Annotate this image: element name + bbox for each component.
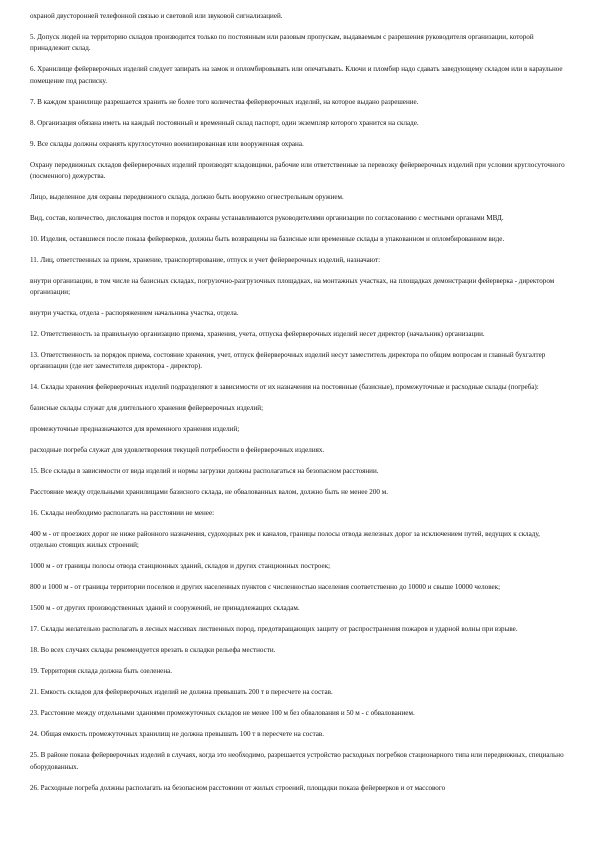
paragraph-distance-1000: 1000 м - от границы полосы отвода станционных зданий, складов и других станционных построек; [30,562,331,571]
paragraph-distance-800-1000: 800 и 1000 м - от границы территории поселков и других населенных пунктов с численностью населения соответственно до 10000 и свыше 10000 человек; [30,583,501,592]
paragraph-item-8: 8. Организация обязана иметь на каждый постоянный и временный склад паспорт, один экземпляр которого хранится на складе. [30,118,419,127]
paragraph-continuation: охраной двусторонней телефонной связью и световой или звуковой сигнализацией. [30,12,283,20]
paragraph-item-16: 16. Склады необходимо располагать на расстоянии не менее: [30,509,215,518]
paragraph-guard-posts: Вид, состав, количество, дислокация постов и порядок охраны устанавливаются руководителями организации по согласованию с местными органами МВД. [30,213,504,222]
paragraph-base-storage: базисные склады служат для длительного хранения фейерверочных изделий; [30,404,264,413]
paragraph-distance-1500: 1500 м - от других производственных зданий и сооружений, не принадлежащих складам. [30,604,300,613]
paragraph-item-5: 5. Допуск людей на территорию складов производится только по постоянным или разовым пропускам, выдаваемым с разрешения руководителя организации, которой принадлежит склад. [30,32,534,53]
paragraph-item-11: 11. Лиц, ответственных за прием, хранение, транспортирование, отпуск и учет фейерверочных изделий, назначают: [30,255,381,264]
paragraph-item-13: 13. Ответственность за порядок приема, состояние хранения, учет, отпуск фейерверочных изделий несут заместитель директора по общим вопросам и главный бухгалтер организации (где нет заместителя директора - директор). [30,350,546,371]
paragraph-armed-guard: Лицо, выделенное для охраны передвижного склада, должно быть вооружено огнестрельным оружием. [30,192,344,201]
paragraph-intermediate-storage: промежуточные предназначаются для временного хранения изделий; [30,425,240,434]
paragraph-item-25: 25. В районе показа фейерверочных изделий в случаях, когда это необходимо, разрешается устройство расходных погребков стационарного типа или передвижных, специально оборудованных. [30,751,564,771]
paragraph-consumable-cellars: расходные погреба служат для удовлетворения текущей потребности в фейерверочных изделиях. [30,446,325,455]
paragraph-distance-400: 400 м - от проезжих дорог не ниже районного назначения, судоходных рек и каналов, границы полосы отвода железных дорог за исключением путей, ведущих к складу, отдельно стоящих жилых строений; [30,530,540,550]
paragraph-item-6: 6. Хранилище фейерверочных изделий следует запирать на замок и опломбировывать или опечатывать. Ключи и пломбир надо сдавать заведующему складом или в караульное помещение под расписку. [30,65,563,85]
paragraph-item-14: 14. Склады хранения фейерверочных изделий подразделяют в зависимости от их назначения на постоянные (базисные), промежуточные и расходные склады (погреба): [30,383,539,392]
paragraph-item-24: 24. Общая емкость промежуточных хранилищ не должна превышать 100 т в пересчете на состав. [30,730,325,739]
paragraph-item-10: 10. Изделия, оставшиеся после показа фейерверков, должны быть возвращены на базисные или временные склады в упакованном и опломбированном виде. [30,234,505,243]
paragraph-item-12: 12. Ответственность за правильную организацию приема, хранения, учета, отпуска фейерверочных изделий несет директор (начальник) организации. [30,329,485,338]
paragraph-mobile-guard: Охрану передвижных складов фейерверочных изделий производят кладовщики, рабочие или ответственные за перевозку фейерверочных изделий при условии круглосуточного (посменного) дежурства. [30,160,565,180]
paragraph-item-19: 19. Территория склада должна быть озеленена. [30,667,173,676]
paragraph-inside-organization: внутри организации, в том числе на базисных складах, погрузочно-разгрузочных площадках, на монтажных участках, на площадках демонстрации фейерверка - директором организации; [30,276,555,297]
paragraph-item-21: 21. Емкость складов для фейерверочных изделий не должна превышать 200 т в пересчете на состав. [30,688,333,697]
paragraph-distance-between: Расстояние между отдельными хранилищами базисного склада, не обвалованных валом, должно быть не менее 200 м. [30,488,388,497]
paragraph-item-15: 15. Все склады в зависимости от вида изделий и нормы загрузки должны располагаться на безопасном расстоянии. [30,467,379,476]
paragraph-item-17: 17. Склады желательно располагать в лесных массивах лиственных пород, предотвращающих защиту от распространения пожаров и ударной волны при взрыве. [30,625,518,634]
paragraph-item-23: 23. Расстояние между отдельными зданиями промежуточных складов не менее 100 м без обвалования и 50 м - с обвалованием. [30,709,415,718]
paragraph-item-26: 26. Расходные погреба должны располагать на безопасном расстоянии от жилых строений, площадки показа фейерверков и от массового [30,783,446,792]
paragraph-item-18: 18. Во всех случаях склады рекомендуется врезать в складки рельефа местности. [30,646,276,655]
paragraph-item-9: 9. Все склады должны охранять круглосуточно военизированная или вооруженная охрана. [30,139,304,148]
paragraph-inside-section: внутри участка, отдела - распоряжением начальника участка, отдела. [30,309,239,317]
paragraph-item-7: 7. В каждом хранилище разрешается хранить не более того количества фейерверочных изделий, на которое выдано разрешение. [30,97,419,106]
